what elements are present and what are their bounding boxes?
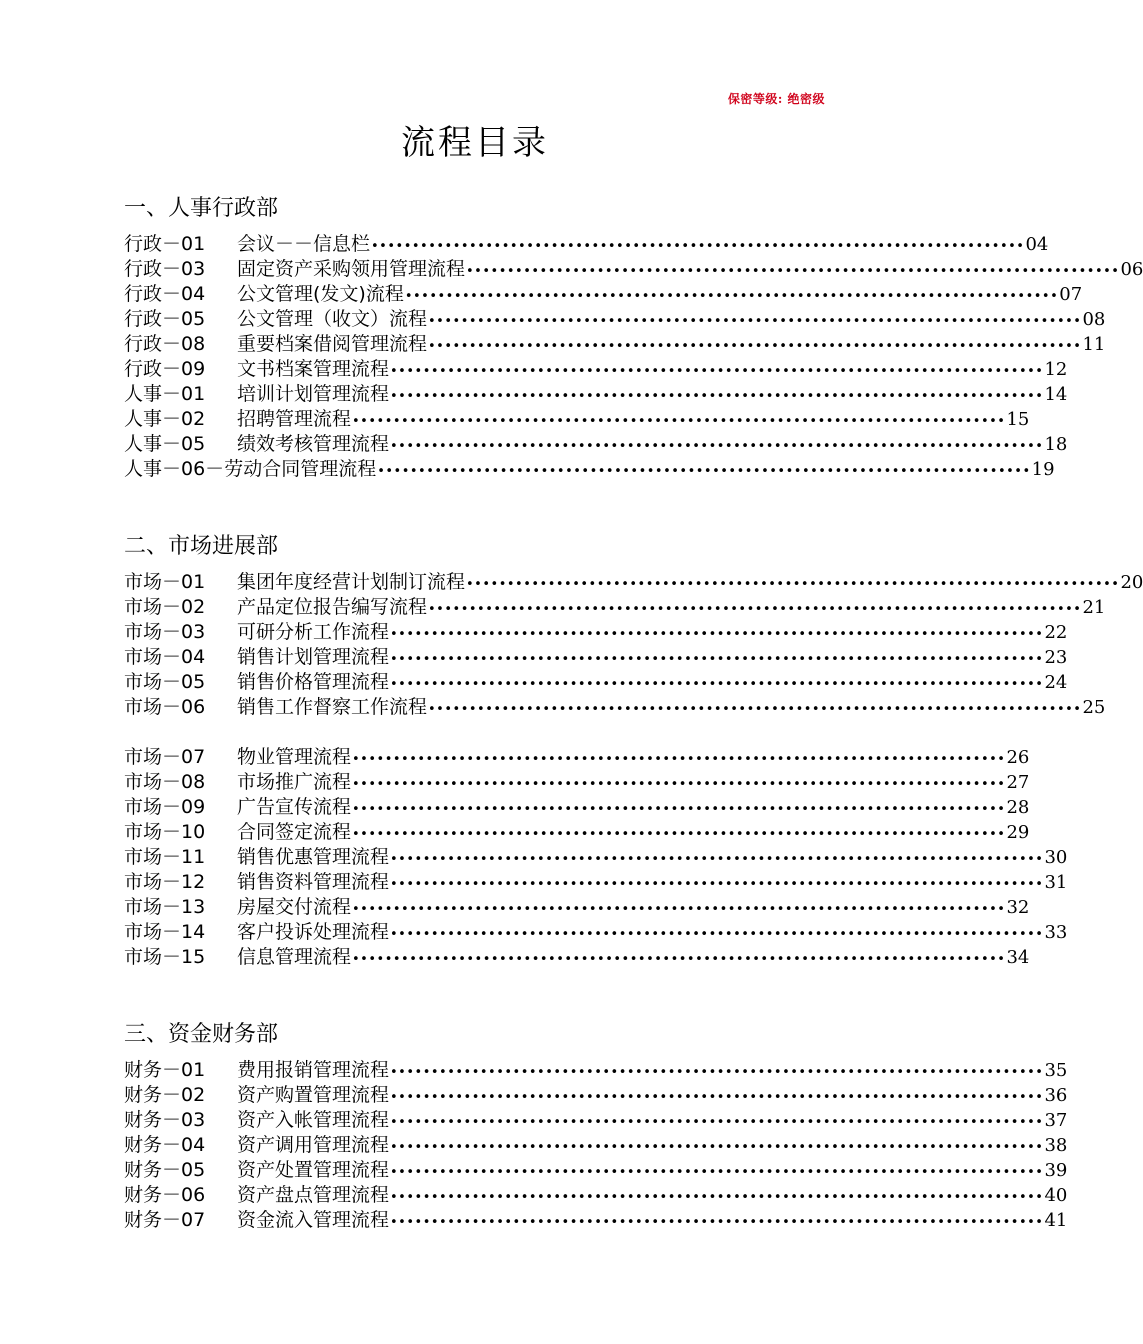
dot-leader: ••••••••••••••••••••••••••••••••••••••••••••••••••••••••••••••••••••••••••••••••	[404, 289, 1059, 304]
page-number: 24	[1044, 672, 1068, 693]
entry-title: 市场推广流程	[237, 771, 352, 793]
page-number: 29	[1006, 822, 1030, 843]
toc-entry[interactable]	[124, 745, 1030, 770]
dot-leader: ••••••••••••••••••••••••••••••••••••••••••••••••••••••••••••••••••••••••••••••••	[390, 877, 1044, 892]
dot-leader: ••••••••••••••••••••••••••••••••••••••••••••••••••••••••••••••••••••••••••••••••	[371, 239, 1025, 254]
entry-code: 人事－05	[124, 433, 206, 455]
toc-entry[interactable]	[124, 595, 1106, 620]
page-number: 21	[1082, 597, 1106, 618]
toc-entry[interactable]	[124, 407, 1030, 432]
dot-leader: ••••••••••••••••••••••••••••••••••••••••••••••••••••••••••••••••••••••••••••••••	[390, 627, 1044, 642]
entry-code: 财务－01	[124, 1059, 206, 1081]
toc-entry[interactable]	[124, 645, 1068, 670]
dot-leader: ••••••••••••••••••••••••••••••••••••••••••••••••••••••••••••••••••••••••••••••••	[390, 927, 1044, 942]
dot-leader: ••••••••••••••••••••••••••••••••••••••••••••••••••••••••••••••••••••••••••••••••	[352, 752, 1006, 767]
entry-code: 市场－05	[124, 671, 206, 693]
section-heading: 三、资金财务部	[124, 1022, 279, 1047]
entry-title: 集团年度经营计划制订流程	[237, 571, 466, 593]
entry-code: 市场－11	[124, 846, 206, 868]
page-number: 34	[1006, 947, 1030, 968]
entry-code: 行政－01	[124, 233, 206, 255]
entry-title: 可研分析工作流程	[237, 621, 390, 643]
page-number: 41	[1044, 1210, 1068, 1231]
toc-entry[interactable]	[124, 1108, 1068, 1133]
toc-entry[interactable]	[124, 282, 1083, 307]
entry-title: 销售价格管理流程	[237, 671, 390, 693]
entry-title: 费用报销管理流程	[237, 1059, 390, 1081]
entry-code: 财务－02	[124, 1084, 206, 1106]
page-number: 15	[1006, 409, 1030, 430]
entry-title: 资产入帐管理流程	[237, 1109, 390, 1131]
page-number: 07	[1059, 284, 1083, 305]
toc-entry[interactable]	[124, 670, 1068, 695]
toc-entry[interactable]	[124, 695, 1106, 720]
entry-code: 财务－04	[124, 1134, 206, 1156]
page-number: 18	[1044, 434, 1068, 455]
entry-group	[124, 232, 1143, 482]
entry-title: 资产购置管理流程	[237, 1084, 390, 1106]
toc-entry[interactable]	[124, 432, 1068, 457]
section-heading: 一、人事行政部	[124, 196, 279, 221]
dot-leader: ••••••••••••••••••••••••••••••••••••••••••••••••••••••••••••••••••••••••••••••••	[390, 389, 1044, 404]
entry-code: 行政－03	[124, 258, 206, 280]
dot-leader: ••••••••••••••••••••••••••••••••••••••••••••••••••••••••••••••••••••••••••••••••	[352, 802, 1006, 817]
toc-entry[interactable]	[124, 945, 1030, 970]
table-of-contents	[124, 192, 1143, 1281]
toc-entry[interactable]	[124, 770, 1030, 795]
entry-group	[124, 570, 1143, 720]
entry-code: 市场－03	[124, 621, 206, 643]
entry-title: 资产处置管理流程	[237, 1159, 390, 1181]
entry-code: 人事－02	[124, 408, 206, 430]
dot-leader: ••••••••••••••••••••••••••••••••••••••••••••••••••••••••••••••••••••••••••••••••	[466, 577, 1120, 592]
entry-code: 市场－14	[124, 921, 206, 943]
dot-leader: ••••••••••••••••••••••••••••••••••••••••••••••••••••••••••••••••••••••••••••••••	[390, 1115, 1044, 1130]
dot-leader: ••••••••••••••••••••••••••••••••••••••••••••••••••••••••••••••••••••••••••••••••	[466, 264, 1120, 279]
page-number: 30	[1044, 847, 1068, 868]
toc-entry[interactable]	[124, 1158, 1068, 1183]
dot-leader: ••••••••••••••••••••••••••••••••••••••••••••••••••••••••••••••••••••••••••••••••	[428, 702, 1082, 717]
toc-entry[interactable]	[124, 1083, 1068, 1108]
entry-title: 产品定位报告编写流程	[237, 596, 428, 618]
dot-leader: ••••••••••••••••••••••••••••••••••••••••••••••••••••••••••••••••••••••••••••••••	[390, 439, 1044, 454]
dot-leader: ••••••••••••••••••••••••••••••••••••••••••••••••••••••••••••••••••••••••••••••••	[390, 1165, 1044, 1180]
entry-code: 行政－09	[124, 358, 206, 380]
toc-entry[interactable]	[124, 570, 1143, 595]
page-number: 27	[1006, 772, 1030, 793]
page-number: 11	[1082, 334, 1106, 355]
entry-title: 招聘管理流程	[237, 408, 352, 430]
entry-code: 财务－03	[124, 1109, 206, 1131]
dot-leader: ••••••••••••••••••••••••••••••••••••••••••••••••••••••••••••••••••••••••••••••••	[390, 1090, 1044, 1105]
entry-code: 财务－06	[124, 1184, 206, 1206]
dot-leader: ••••••••••••••••••••••••••••••••••••••••••••••••••••••••••••••••••••••••••••••••	[390, 652, 1044, 667]
toc-entry[interactable]	[124, 1133, 1068, 1158]
entry-code: 市场－08	[124, 771, 206, 793]
entry-title: 会议－－信息栏	[237, 233, 371, 255]
toc-entry[interactable]	[124, 257, 1143, 282]
entry-title: 培训计划管理流程	[237, 383, 390, 405]
entry-code: 市场－13	[124, 896, 206, 918]
toc-entry[interactable]	[124, 620, 1068, 645]
entry-title: 广告宣传流程	[237, 796, 352, 818]
dot-leader: ••••••••••••••••••••••••••••••••••••••••••••••••••••••••••••••••••••••••••••••••	[390, 364, 1044, 379]
page-title: 流程目录	[401, 123, 549, 163]
entry-title: 销售优惠管理流程	[237, 846, 390, 868]
entry-code: 市场－07	[124, 746, 206, 768]
entry-title: 资产调用管理流程	[237, 1134, 390, 1156]
entry-code: 市场－10	[124, 821, 206, 843]
toc-entry[interactable]	[124, 895, 1030, 920]
page-number: 38	[1044, 1135, 1068, 1156]
page-number: 31	[1044, 872, 1068, 893]
toc-entry[interactable]	[124, 845, 1068, 870]
entry-title: 合同签定流程	[237, 821, 352, 843]
dot-leader: ••••••••••••••••••••••••••••••••••••••••••••••••••••••••••••••••••••••••••••••••	[352, 777, 1006, 792]
page-number: 04	[1025, 234, 1049, 255]
toc-section	[124, 530, 1143, 970]
page-number: 36	[1044, 1085, 1068, 1106]
entry-title: 公文管理（收文）流程	[237, 308, 428, 330]
toc-section	[124, 192, 1143, 482]
dot-leader: ••••••••••••••••••••••••••••••••••••••••••••••••••••••••••••••••••••••••••••••••	[390, 1215, 1044, 1230]
entry-code: 市场－01	[124, 571, 206, 593]
dot-leader: ••••••••••••••••••••••••••••••••••••••••••••••••••••••••••••••••••••••••••••••••	[352, 902, 1006, 917]
toc-entry[interactable]	[124, 795, 1030, 820]
entry-title: 销售计划管理流程	[237, 646, 390, 668]
entry-group	[124, 1058, 1068, 1233]
entry-code: 行政－05	[124, 308, 206, 330]
dot-leader: ••••••••••••••••••••••••••••••••••••••••••••••••••••••••••••••••••••••••••••••••	[352, 827, 1006, 842]
dot-leader: ••••••••••••••••••••••••••••••••••••••••••••••••••••••••••••••••••••••••••••••••	[390, 1190, 1044, 1205]
entry-code: 财务－07	[124, 1209, 206, 1231]
toc-section	[124, 1018, 1068, 1233]
entry-title: 销售工作督察工作流程	[237, 696, 428, 718]
page-number: 23	[1044, 647, 1068, 668]
page-number: 33	[1044, 922, 1068, 943]
page-number: 19	[1031, 459, 1055, 480]
page-number: 22	[1044, 622, 1068, 643]
page-number: 35	[1044, 1060, 1068, 1081]
dot-leader: ••••••••••••••••••••••••••••••••••••••••••••••••••••••••••••••••••••••••••••••••	[377, 464, 1031, 479]
page-number: 40	[1044, 1185, 1068, 1206]
entry-code: 市场－02	[124, 596, 206, 618]
toc-entry[interactable]	[124, 820, 1030, 845]
classification-label: 保密等级: 绝密级	[727, 92, 825, 106]
toc-entry[interactable]	[124, 357, 1068, 382]
entry-code: 市场－04	[124, 646, 206, 668]
page-number: 32	[1006, 897, 1030, 918]
entry-code: 人事－06－	[124, 458, 225, 480]
entry-code: 财务－05	[124, 1159, 206, 1181]
toc-entry[interactable]	[124, 232, 1049, 257]
entry-title: 房屋交付流程	[237, 896, 352, 918]
page-number: 26	[1006, 747, 1030, 768]
entry-title: 物业管理流程	[237, 746, 352, 768]
page-number: 12	[1044, 359, 1068, 380]
dot-leader: ••••••••••••••••••••••••••••••••••••••••••••••••••••••••••••••••••••••••••••••••	[390, 1140, 1044, 1155]
page-number: 37	[1044, 1110, 1068, 1131]
toc-entry[interactable]	[124, 1208, 1068, 1233]
entry-title: 文书档案管理流程	[237, 358, 390, 380]
page-number: 25	[1082, 697, 1106, 718]
page-number: 20	[1120, 572, 1143, 593]
entry-code: 市场－15	[124, 946, 206, 968]
toc-entry[interactable]	[124, 1183, 1068, 1208]
page-number: 06	[1120, 259, 1143, 280]
entry-code: 市场－06	[124, 696, 206, 718]
entry-code: 人事－01	[124, 383, 206, 405]
section-heading: 二、市场进展部	[124, 534, 279, 559]
page-number: 14	[1044, 384, 1068, 405]
entry-title: 固定资产采购领用管理流程	[237, 258, 466, 280]
dot-leader: ••••••••••••••••••••••••••••••••••••••••••••••••••••••••••••••••••••••••••••••••	[390, 677, 1044, 692]
entry-title: 绩效考核管理流程	[237, 433, 390, 455]
dot-leader: ••••••••••••••••••••••••••••••••••••••••••••••••••••••••••••••••••••••••••••••••	[390, 852, 1044, 867]
page-number: 08	[1082, 309, 1106, 330]
entry-title: 客户投诉处理流程	[237, 921, 390, 943]
toc-entry[interactable]	[124, 457, 1055, 482]
entry-title: 销售资料管理流程	[237, 871, 390, 893]
entry-code: 行政－08	[124, 333, 206, 355]
dot-leader: ••••••••••••••••••••••••••••••••••••••••••••••••••••••••••••••••••••••••••••••••	[352, 414, 1006, 429]
toc-entry[interactable]	[124, 332, 1106, 357]
toc-entry[interactable]	[124, 870, 1068, 895]
toc-entry[interactable]	[124, 920, 1068, 945]
page-number: 28	[1006, 797, 1030, 818]
entry-title: 劳动合同管理流程	[224, 458, 377, 480]
dot-leader: ••••••••••••••••••••••••••••••••••••••••••••••••••••••••••••••••••••••••••••••••	[428, 602, 1082, 617]
page-number: 39	[1044, 1160, 1068, 1181]
entry-title: 公文管理(发文)流程	[237, 283, 404, 305]
dot-leader: ••••••••••••••••••••••••••••••••••••••••••••••••••••••••••••••••••••••••••••••••	[352, 952, 1006, 967]
entry-group	[124, 745, 1068, 970]
toc-entry[interactable]	[124, 307, 1106, 332]
entry-title: 信息管理流程	[237, 946, 352, 968]
entry-title: 资产盘点管理流程	[237, 1184, 390, 1206]
entry-code: 市场－09	[124, 796, 206, 818]
dot-leader: ••••••••••••••••••••••••••••••••••••••••••••••••••••••••••••••••••••••••••••••••	[390, 1065, 1044, 1080]
toc-entry[interactable]	[124, 1058, 1068, 1083]
entry-title: 资金流入管理流程	[237, 1209, 390, 1231]
entry-code: 市场－12	[124, 871, 206, 893]
dot-leader: ••••••••••••••••••••••••••••••••••••••••••••••••••••••••••••••••••••••••••••••••	[428, 314, 1082, 329]
toc-entry[interactable]	[124, 382, 1068, 407]
entry-code: 行政－04	[124, 283, 206, 305]
entry-title: 重要档案借阅管理流程	[237, 333, 428, 355]
dot-leader: ••••••••••••••••••••••••••••••••••••••••••••••••••••••••••••••••••••••••••••••••	[428, 339, 1082, 354]
